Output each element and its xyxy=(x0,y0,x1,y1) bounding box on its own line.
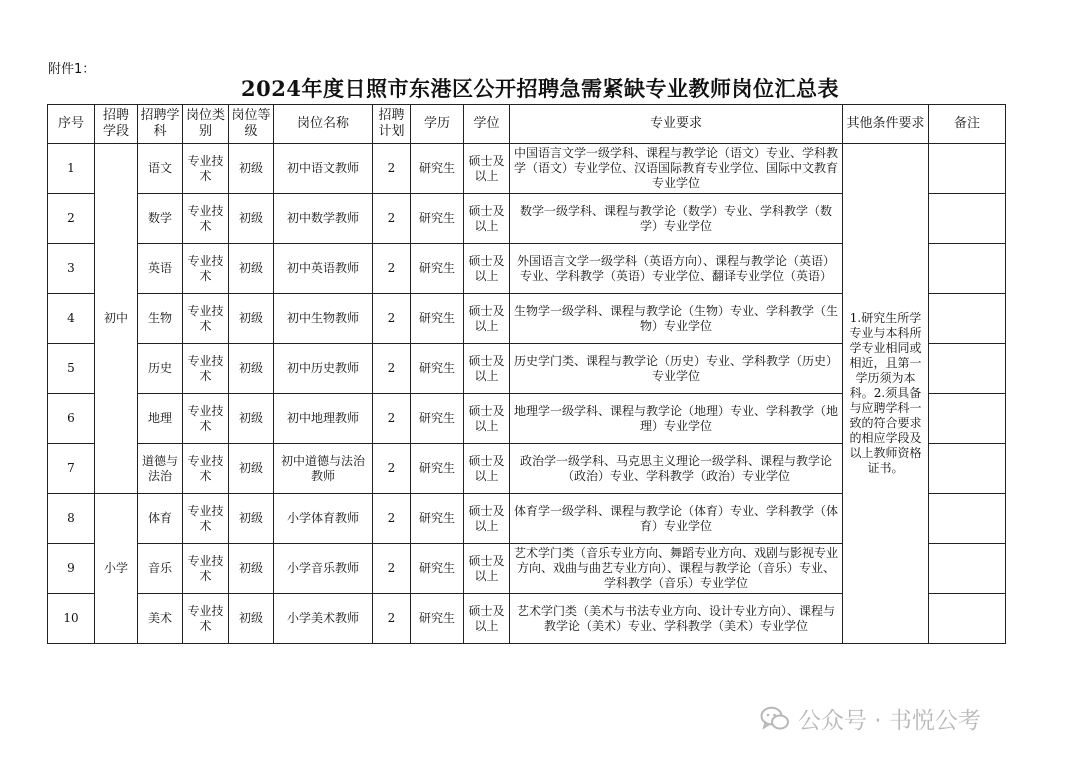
cell-post: 初中数学教师 xyxy=(274,194,373,244)
cell-degree: 硕士及以上 xyxy=(464,244,510,294)
cell-level: 初级 xyxy=(229,244,274,294)
cell-plan: 2 xyxy=(373,494,411,544)
position-table xyxy=(47,104,1006,644)
cell-major: 体育学一级学科、课程与教学论（体育）专业、学科教学（体育）专业学位 xyxy=(510,494,843,544)
cell-post: 初中英语教师 xyxy=(274,244,373,294)
cell-seq: 10 xyxy=(48,594,95,644)
cell-category: 专业技术 xyxy=(183,244,229,294)
cell-education: 研究生 xyxy=(411,394,464,444)
header-row xyxy=(48,105,1006,144)
cell-category: 专业技术 xyxy=(183,444,229,494)
header-other: 其他条件要求 xyxy=(843,105,929,144)
cell-level: 初级 xyxy=(229,394,274,444)
cell-plan: 2 xyxy=(373,144,411,194)
cell-seq: 1 xyxy=(48,144,95,194)
cell-subject: 道德与法治 xyxy=(138,444,183,494)
annex-label: 附件1： xyxy=(48,62,96,77)
cell-major: 政治学一级学科、马克思主义理论一级学科、课程与教学论（政治）专业、学科教学（政治）专业学位 xyxy=(510,444,843,494)
cell-education: 研究生 xyxy=(411,194,464,244)
cell-degree: 硕士及以上 xyxy=(464,394,510,444)
cell-post: 初中生物教师 xyxy=(274,294,373,344)
cell-remark xyxy=(929,394,1006,444)
cell-education: 研究生 xyxy=(411,244,464,294)
cell-education: 研究生 xyxy=(411,144,464,194)
header-remark: 备注 xyxy=(929,105,1006,144)
cell-major: 地理学一级学科、课程与教学论（地理）专业、学科教学（地理）专业学位 xyxy=(510,394,843,444)
cell-plan: 2 xyxy=(373,544,411,594)
wechat-icon xyxy=(760,706,790,732)
cell-degree: 硕士及以上 xyxy=(464,344,510,394)
cell-subject: 语文 xyxy=(138,144,183,194)
cell-seq: 8 xyxy=(48,494,95,544)
cell-remark xyxy=(929,194,1006,244)
cell-remark xyxy=(929,444,1006,494)
cell-level: 初级 xyxy=(229,344,274,394)
header-stage: 招聘学段 xyxy=(95,105,138,144)
cell-education: 研究生 xyxy=(411,444,464,494)
cell-subject: 美术 xyxy=(138,594,183,644)
cell-subject: 历史 xyxy=(138,344,183,394)
cell-plan: 2 xyxy=(373,244,411,294)
cell-post: 小学音乐教师 xyxy=(274,544,373,594)
cell-other-conditions: 1.研究生所学专业与本科所学专业相同或相近，且第一学历须为本科。2.须具备与应聘学科一致的符合要求的相应学段及以上教师资格证书。 xyxy=(843,144,929,644)
cell-stage: 小学 xyxy=(95,494,138,644)
cell-education: 研究生 xyxy=(411,494,464,544)
cell-seq: 9 xyxy=(48,544,95,594)
watermark-text: 公众号 · 书悦公考 xyxy=(798,708,981,734)
cell-education: 研究生 xyxy=(411,344,464,394)
cell-post: 初中道德与法治教师 xyxy=(274,444,373,494)
cell-degree: 硕士及以上 xyxy=(464,594,510,644)
cell-education: 研究生 xyxy=(411,544,464,594)
cell-seq: 4 xyxy=(48,294,95,344)
header-subject: 招聘学科 xyxy=(138,105,183,144)
header-education: 学历 xyxy=(411,105,464,144)
cell-plan: 2 xyxy=(373,194,411,244)
cell-post: 小学体育教师 xyxy=(274,494,373,544)
header-seq: 序号 xyxy=(48,105,95,144)
cell-category: 专业技术 xyxy=(183,294,229,344)
cell-level: 初级 xyxy=(229,594,274,644)
cell-degree: 硕士及以上 xyxy=(464,544,510,594)
cell-subject: 地理 xyxy=(138,394,183,444)
cell-plan: 2 xyxy=(373,394,411,444)
page-title: 2024年度日照市东港区公开招聘急需紧缺专业教师岗位汇总表 xyxy=(241,76,839,101)
cell-remark xyxy=(929,294,1006,344)
cell-level: 初级 xyxy=(229,194,274,244)
cell-plan: 2 xyxy=(373,294,411,344)
cell-category: 专业技术 xyxy=(183,544,229,594)
cell-seq: 7 xyxy=(48,444,95,494)
cell-education: 研究生 xyxy=(411,294,464,344)
cell-plan: 2 xyxy=(373,594,411,644)
cell-level: 初级 xyxy=(229,444,274,494)
cell-subject: 音乐 xyxy=(138,544,183,594)
header-level: 岗位等级 xyxy=(229,105,274,144)
cell-degree: 硕士及以上 xyxy=(464,444,510,494)
cell-level: 初级 xyxy=(229,544,274,594)
cell-category: 专业技术 xyxy=(183,344,229,394)
cell-level: 初级 xyxy=(229,144,274,194)
cell-degree: 硕士及以上 xyxy=(464,494,510,544)
cell-remark xyxy=(929,594,1006,644)
cell-major: 艺术学门类（音乐专业方向、舞蹈专业方向、戏剧与影视专业方向、戏曲与曲艺专业方向）、课程与教学论（音乐）专业、学科教学（音乐）专业学位 xyxy=(510,544,843,594)
cell-level: 初级 xyxy=(229,494,274,544)
cell-category: 专业技术 xyxy=(183,194,229,244)
cell-remark xyxy=(929,494,1006,544)
cell-major: 外国语言文学一级学科（英语方向）、课程与教学论（英语）专业、学科教学（英语）专业学位、翻译专业学位（英语） xyxy=(510,244,843,294)
cell-plan: 2 xyxy=(373,444,411,494)
cell-stage: 初中 xyxy=(95,144,138,494)
cell-major: 生物学一级学科、课程与教学论（生物）专业、学科教学（生物）专业学位 xyxy=(510,294,843,344)
cell-degree: 硕士及以上 xyxy=(464,144,510,194)
cell-seq: 3 xyxy=(48,244,95,294)
cell-major: 艺术学门类（美术与书法专业方向、设计专业方向）、课程与教学论（美术）专业、学科教学（美术）专业学位 xyxy=(510,594,843,644)
cell-degree: 硕士及以上 xyxy=(464,294,510,344)
cell-seq: 5 xyxy=(48,344,95,394)
cell-remark xyxy=(929,544,1006,594)
cell-category: 专业技术 xyxy=(183,394,229,444)
header-degree: 学位 xyxy=(464,105,510,144)
cell-post: 初中历史教师 xyxy=(274,344,373,394)
cell-major: 中国语言文学一级学科、课程与教学论（语文）专业、学科教学（语文）专业学位、汉语国际教育专业学位、国际中文教育专业学位 xyxy=(510,144,843,194)
cell-remark xyxy=(929,244,1006,294)
header-plan: 招聘计划 xyxy=(373,105,411,144)
cell-degree: 硕士及以上 xyxy=(464,194,510,244)
cell-remark xyxy=(929,144,1006,194)
cell-post: 小学美术教师 xyxy=(274,594,373,644)
cell-post: 初中语文教师 xyxy=(274,144,373,194)
header-post: 岗位名称 xyxy=(274,105,373,144)
cell-seq: 6 xyxy=(48,394,95,444)
cell-post: 初中地理教师 xyxy=(274,394,373,444)
cell-remark xyxy=(929,344,1006,394)
cell-seq: 2 xyxy=(48,194,95,244)
cell-level: 初级 xyxy=(229,294,274,344)
header-major: 专业要求 xyxy=(510,105,843,144)
cell-subject: 数学 xyxy=(138,194,183,244)
cell-major: 数学一级学科、课程与教学论（数学）专业、学科教学（数学）专业学位 xyxy=(510,194,843,244)
cell-category: 专业技术 xyxy=(183,144,229,194)
cell-subject: 生物 xyxy=(138,294,183,344)
cell-plan: 2 xyxy=(373,344,411,394)
cell-subject: 体育 xyxy=(138,494,183,544)
header-category: 岗位类别 xyxy=(183,105,229,144)
cell-education: 研究生 xyxy=(411,594,464,644)
table-row xyxy=(48,144,1006,194)
cell-category: 专业技术 xyxy=(183,494,229,544)
watermark xyxy=(760,702,981,735)
cell-subject: 英语 xyxy=(138,244,183,294)
cell-major: 历史学门类、课程与教学论（历史）专业、学科教学（历史）专业学位 xyxy=(510,344,843,394)
cell-category: 专业技术 xyxy=(183,594,229,644)
